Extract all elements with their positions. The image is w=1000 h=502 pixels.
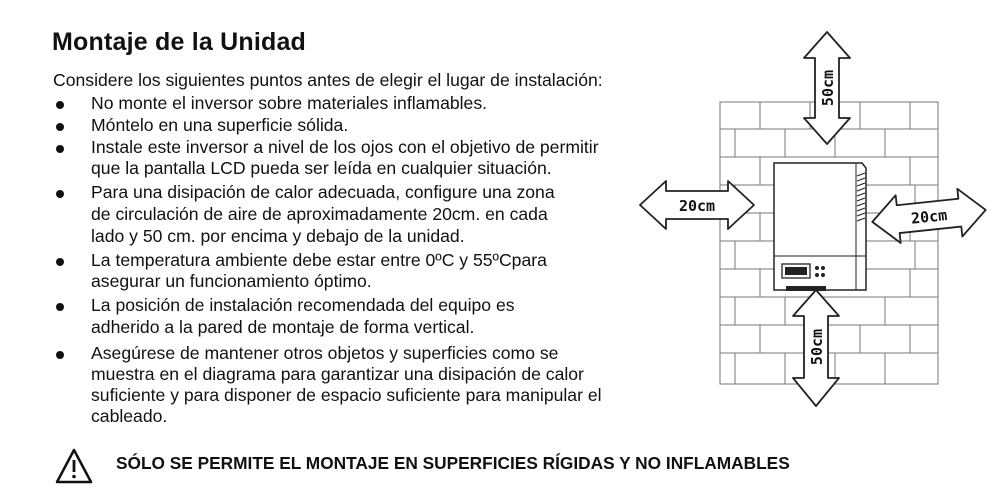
list-item-text: Asegúrese de mantener otros objetos y superficies como se muestra en el diagrama para garantizar una disipación de calor suficiente y para disponer de espacio suficiente para manipular el cableado. (91, 342, 602, 426)
bullet-icon (56, 303, 64, 311)
page-title: Montaje de la Unidad (52, 28, 307, 56)
bullet-icon (56, 101, 64, 109)
warning-text: SÓLO SE PERMITE EL MONTAJE EN SUPERFICIES RÍGIDAS Y NO INFLAMABLES (116, 453, 790, 473)
top-clearance-label: 50cm (819, 69, 837, 107)
inverter-unit (774, 163, 866, 291)
list-item-text: La temperatura ambiente debe estar entre 0ºC y 55ºCpara asegurar un funcionamiento óptimo. (91, 249, 547, 292)
bullet-icon (56, 258, 64, 266)
list-item-text: Móntelo en una superficie sólida. (91, 114, 349, 135)
list-item (53, 137, 602, 181)
warning-notice (54, 447, 954, 492)
bullet-icon (56, 190, 64, 198)
warning-icon (54, 447, 94, 485)
list-item (53, 182, 602, 247)
installation-points-list (53, 93, 602, 427)
list-item-text: Instale este inversor a nivel de los ojos con el objetivo de permitir que la pantalla LCD pueda ser leída en cualquier situación. (91, 136, 599, 179)
top-clearance-arrow (804, 32, 850, 144)
list-item (53, 343, 602, 427)
list-item (53, 250, 602, 294)
list-item-text: La posición de instalación recomendada del equipo es adherido a la pared de montaje de forma vertical. (91, 295, 515, 337)
bullet-icon (56, 351, 64, 359)
list-item (53, 115, 602, 137)
bottom-clearance-label: 50cm (808, 328, 826, 366)
list-item-text: No monte el inversor sobre materiales inflamables. (91, 93, 488, 113)
bullet-icon (56, 123, 64, 131)
left-clearance-label: 20cm (678, 197, 716, 215)
clearance-diagram (636, 28, 992, 413)
list-item-text: Para una disipación de calor adecuada, configure una zona de circulación de aire de aproximadamente 20cm. en cada lado y 50 cm. por encima y debajo de la unidad. (91, 182, 555, 246)
list-item (53, 93, 602, 115)
intro-text: Considere los siguientes puntos antes de elegir el lugar de instalación: (53, 70, 603, 90)
left-clearance-arrow (640, 181, 754, 229)
list-item (53, 295, 602, 339)
right-clearance-label: 20cm (910, 206, 949, 228)
bottom-clearance-arrow (793, 290, 839, 406)
right-clearance-arrow (870, 186, 988, 246)
bullet-icon (56, 145, 64, 153)
